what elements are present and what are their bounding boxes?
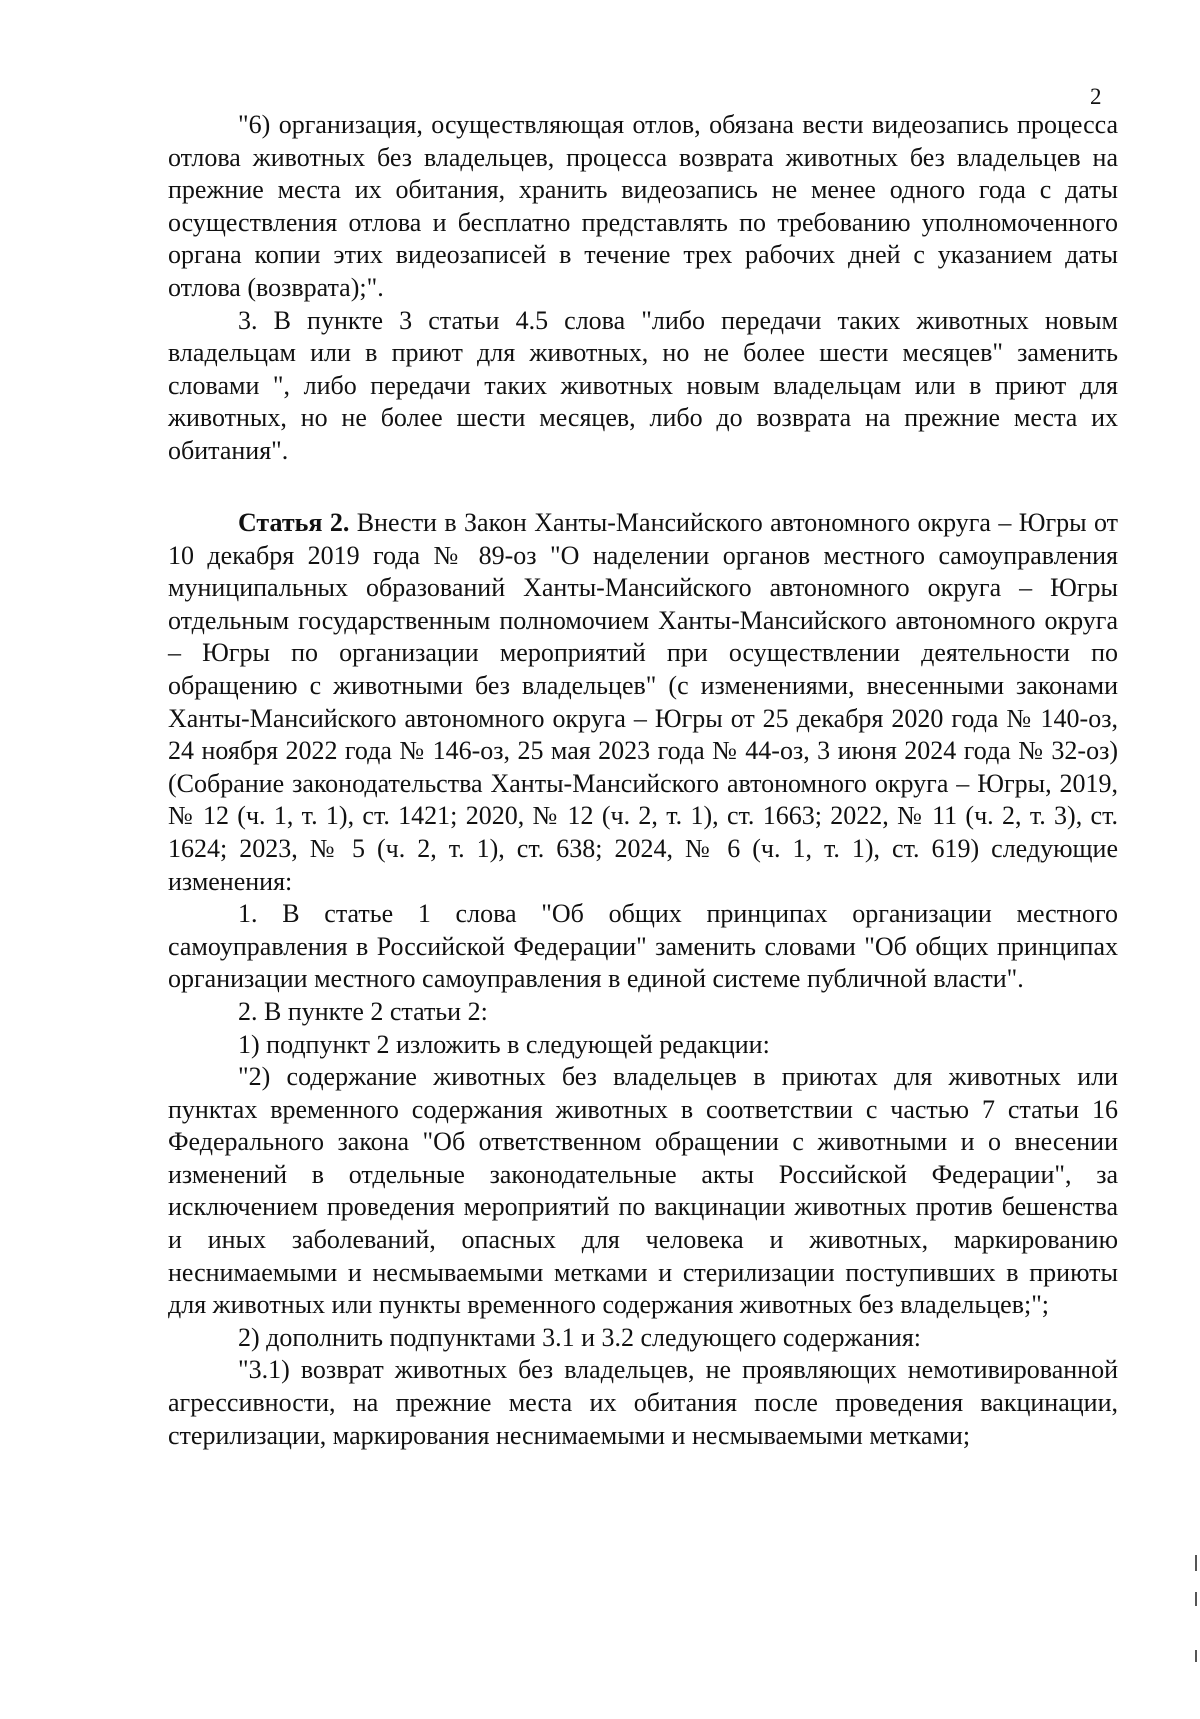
page-number: 2 <box>1090 84 1102 109</box>
article-2-section <box>168 507 1118 1452</box>
scan-edge-mark <box>1195 1592 1197 1606</box>
paragraph-item-6-quote: "6) организация, осуществляющая отлов, обязана вести видеозапись процесса отлова животных без владельцев, процесса возврата животных без владельцев на прежние места их обитания, хранить видеозапись не менее одного года с даты осуществления отлова и бесплатно представлять по требованию уполномоченного органа копии этих видеозаписей в течение трех рабочих дней с указанием даты отлова (возврата);". <box>168 110 1118 302</box>
article-2-quote-subitem-3-1: "3.1) возврат животных без владельцев, не проявляющих немотивированной агрессивности, на прежние места их обитания после проведения вакцинации, стерилизации, маркирования неснимаемыми и несмываемыми метками; <box>168 1355 1118 1450</box>
scan-edge-mark <box>1195 1650 1197 1662</box>
article-2-item-2: 2. В пункте 2 статьи 2: <box>238 996 488 1026</box>
text-block-continuation <box>168 109 1118 468</box>
article-2-heading: Статья 2. <box>238 508 350 537</box>
article-2-subitem-2: 2) дополнить подпунктами 3.1 и 3.2 следующего содержания: <box>238 1322 922 1352</box>
article-2-intro-paragraph <box>168 507 1118 898</box>
article-2-subitem-1: 1) подпункт 2 изложить в следующей редакции: <box>238 1029 770 1059</box>
article-2-quote-subitem-2: "2) содержание животных без владельцев в приютах для животных или пунктах временного содержания животных в соответствии с частью 7 статьи 16 Федерального закона "Об ответственном обращении с животными и о внесении изменений в отдельные законодательные акты Российской Федерации", за исключением проведения мероприятий по вакцинации животных против бешенства и иных заболеваний, опасных для человека и животных, маркированию неснимаемыми и несмываемыми метками и стерилизации поступивших в приюты для животных или пункты временного содержания животных без владельцев;"; <box>168 1062 1118 1320</box>
paragraph-item-3: 3. В пункте 3 статьи 4.5 слова "либо передачи таких животных новым владельцам или в приют для животных, но не более шести месяцев" заменить словами ", либо передачи таких животных новым владельцам или в приют для животных, но не более шести месяцев, либо до возврата на прежние места их обитания". <box>168 305 1118 465</box>
article-2-item-1: 1. В статье 1 слова "Об общих принципах организации местного самоуправления в Российской Федерации" заменить словами "Об общих принципах организации местного самоуправления в единой системе публичной власти". <box>168 899 1118 994</box>
scan-edge-mark <box>1195 1555 1197 1571</box>
article-2-intro-text: Внести в Закон Ханты-Мансийского автономного округа – Югры от 10 декабря 2019 года № 89-оз "О наделении органов местного самоуправления муниципальных образований Ханты-Мансийского автономного округа – Югры отдельным государственным полномочием Ханты-Мансийского автономного округа – Югры по организации мероприятий при осуществлении деятельности по обращению с животными без владельцев" (с изменениями, внесенными законами Ханты-Мансийского автономного округа – Югры от 25 декабря 2020 года № 140-оз, 24 ноября 2022 года № 146-оз, 25 мая 2023 года № 44-оз, 3 июня 2024 года № 32-оз) (Собрание законодательства Ханты-Мансийского автономного округа – Югры, 2019, № 12 (ч. 1, т. 1), ст. 1421; 2020, № 12 (ч. 2, т. 1), ст. 1663; 2022, № 11 (ч. 2, т. 3), ст. 1624; 2023, № 5 (ч. 2, т. 1), ст. 638; 2024, № 6 (ч. 1, т. 1), ст. 619) следующие изменения: <box>168 508 1119 896</box>
